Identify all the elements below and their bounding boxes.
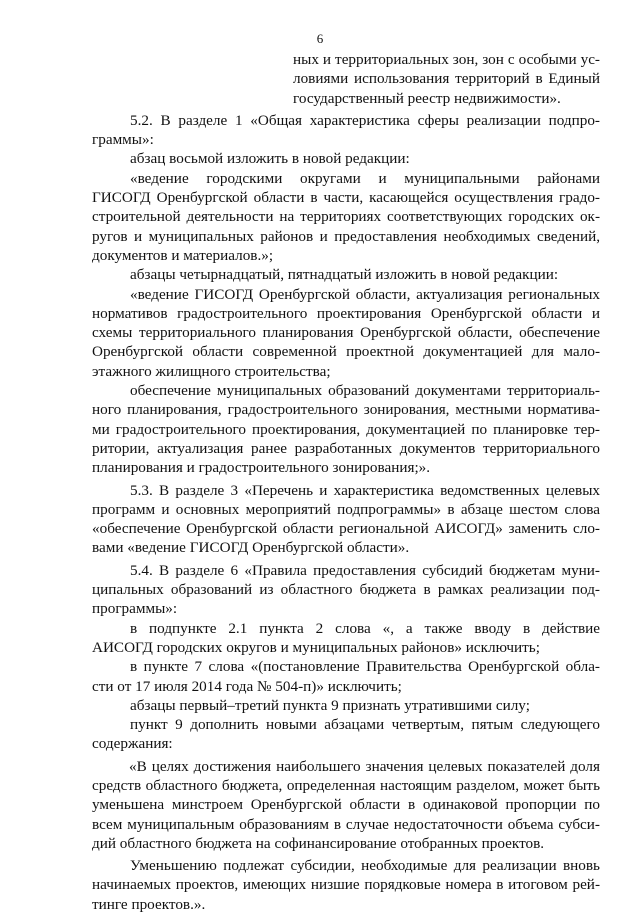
text-line: дий областного бюджета на софинансирование отобранных проектов. xyxy=(92,834,545,852)
text-line: «В целях достижения наибольшего значения целевых показателей доля xyxy=(129,757,600,775)
document-body xyxy=(92,50,600,914)
text-line: всем муниципальным образованиям в случае недостаточности объема субси- xyxy=(92,815,600,833)
text-line: «обеспечение Оренбургской области региональной АИСОГД» заменить сло- xyxy=(92,520,600,538)
text-line: программы»: xyxy=(92,600,178,618)
text-line: сти от 17 июля 2014 года № 504-п)» исключить; xyxy=(92,677,402,695)
text-line: вами «ведение ГИСОГД Оренбургской области». xyxy=(92,539,410,557)
text-line: АИСОГД городских округов и муниципальных районов» исключить; xyxy=(92,638,540,656)
text-line: ритории, актуализация ранее разработанных документов территориального xyxy=(92,439,600,457)
text-line: ного планирования, градостроительного зонирования, местными норматива- xyxy=(92,401,600,419)
page-number: 6 xyxy=(316,31,324,46)
text-line: ных и территориальных зон, зон с особыми ус- xyxy=(293,51,600,68)
text-line: ГИСОГД Оренбургской области в части, касающейся осуществления градо- xyxy=(92,189,600,207)
text-line: строительной деятельности на территориях соответствующих городских ок- xyxy=(92,208,600,226)
text-line: начинаемых проектов, имеющих низшие порядковые номера в итоговом рей- xyxy=(92,876,600,894)
text-line: государственный реестр недвижимости». xyxy=(293,89,561,107)
text-line: содержания: xyxy=(92,735,173,753)
text-line: 5.3. В разделе 3 «Перечень и характеристика ведомственных целевых xyxy=(130,481,600,499)
text-line: «ведение ГИСОГД Оренбургской области, актуализация региональных xyxy=(130,285,600,303)
text-line: этажного жилищного строительства; xyxy=(92,362,331,380)
text-line: 5.4. В разделе 6 «Правила предоставления субсидий бюджетам муни- xyxy=(130,561,600,579)
text-line: в подпункте 2.1 пункта 2 слова «, а также вводу в действие xyxy=(130,619,600,637)
text-line: схемы территориального планирования Оренбургской области, обеспечение xyxy=(92,324,600,342)
text-line: ругов и муниципальных районов и предоставления необходимых сведений, xyxy=(92,227,600,245)
text-line: абзацы четырнадцатый, пятнадцатый изложить в новой редакции: xyxy=(130,266,559,284)
text-line: ми градостроительного проектирования, документацией по планировке тер- xyxy=(92,420,600,438)
text-line: программ и основных мероприятий подпрограммы» в абзаце шестом слова xyxy=(92,500,600,518)
text-line: пункт 9 дополнить новыми абзацами четвертым, пятым следующего xyxy=(130,716,600,734)
text-line: граммы»: xyxy=(92,131,154,149)
text-line: нормативов градостроительного проектирования Оренбургской области и xyxy=(92,304,600,322)
text-line: средств областного бюджета, определенная настоящим разделом, может быть xyxy=(92,776,600,794)
text-line: тинге проектов.». xyxy=(92,895,206,913)
text-line: планирования и градостроительного зонирования;». xyxy=(92,459,431,477)
text-line: Уменьшению подлежат субсидии, необходимые для реализации вновь xyxy=(130,857,600,875)
text-line: абзац восьмой изложить в новой редакции: xyxy=(130,150,410,168)
text-line: обеспечение муниципальных образований документами территориаль- xyxy=(130,382,600,400)
text-line: ловиями использования территорий в Единый xyxy=(293,70,600,88)
text-line: документов и материалов.»; xyxy=(92,246,274,264)
text-line: ципальных образований из областного бюджета в рамках реализации под- xyxy=(92,581,600,599)
text-line: Оренбургской области современной проектной документацией для мало- xyxy=(92,343,600,361)
text-line: «ведение городскими округами и муниципальными районами xyxy=(130,169,600,187)
text-line: абзацы первый–третий пункта 9 признать утратившими силу; xyxy=(130,696,530,714)
text-line: в пункте 7 слова «(постановление Правительства Оренбургской обла- xyxy=(130,658,600,676)
text-line: 5.2. В разделе 1 «Общая характеристика сферы реализации подпро- xyxy=(130,111,600,129)
text-line: уменьшена минстроем Оренбургской области в одинаковой пропорции по xyxy=(92,796,600,814)
